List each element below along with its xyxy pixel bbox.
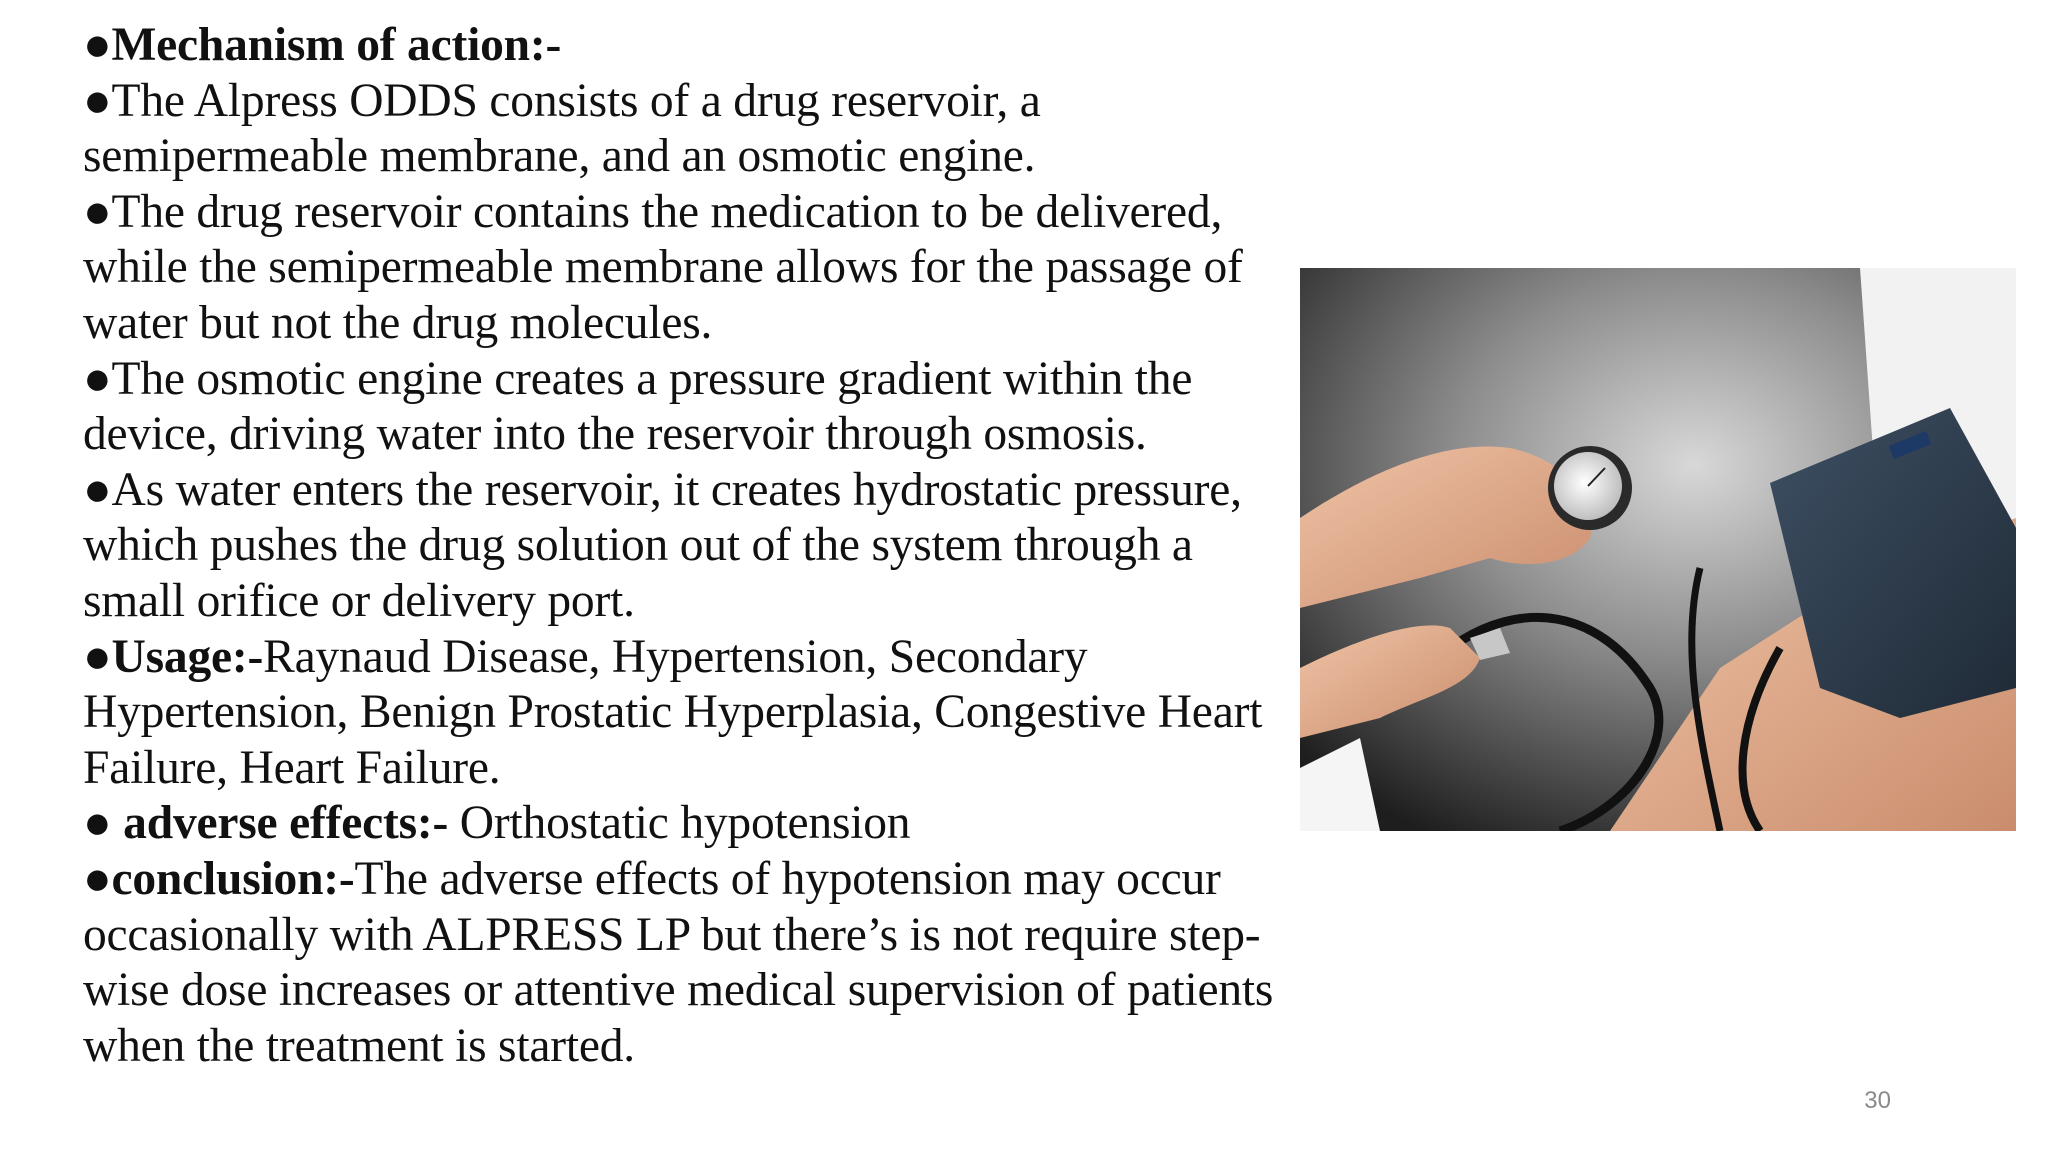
bullet-item-3: ●The osmotic engine creates a pressure gradient within the device, driving water into the reservoir through osmosis. [83, 352, 1193, 461]
mechanism-heading: ●Mechanism of action:- [83, 19, 562, 71]
bullet-glyph: ● [83, 352, 112, 405]
adverse-text: Orthostatic hypotension [448, 797, 911, 850]
bullet-glyph: ● [83, 74, 112, 127]
blood-pressure-photo [1300, 268, 2016, 831]
page-number: 30 [1864, 1087, 1891, 1114]
adverse-effects-item [83, 796, 1293, 852]
bullet-glyph: ● [83, 630, 112, 683]
bullet-glyph: ● [83, 19, 112, 71]
usage-text: Raynaud Disease, Hypertension, Secondary Hypertension, Benign Prostatic Hyperplasia, Congestive Heart Failure, Heart Failure. [83, 630, 1263, 794]
conclusion-item [83, 852, 1293, 1074]
bullet-glyph: ● [83, 463, 112, 516]
bullet-glyph: ● [83, 185, 112, 238]
conclusion-label: conclusion:- [111, 852, 355, 905]
conclusion-text: The adverse effects of hypotension may occur occasionally with ALPRESS LP but there’s is not require step-wise dose increases or attentive medical supervision of patients when the treatment is started. [83, 852, 1274, 1072]
adverse-label: adverse effects:- [111, 797, 449, 850]
bullet-glyph: ● [83, 797, 112, 850]
usage-label: Usage:- [111, 630, 264, 683]
blood-pressure-measurement-icon [1300, 268, 2016, 831]
bullet-glyph: ● [83, 852, 112, 905]
usage-item [83, 630, 1293, 797]
bullet-item-2: ●The drug reservoir contains the medication to be delivered, while the semipermeable membrane allows for the passage of water but not the drug molecules. [83, 185, 1243, 349]
bullet-item-4: ●As water enters the reservoir, it creates hydrostatic pressure, which pushes the drug solution out of the system through a small orifice or delivery port. [83, 463, 1242, 627]
bullet-item-1: ●The Alpress ODDS consists of a drug reservoir, a semipermeable membrane, and an osmotic engine. [83, 74, 1041, 183]
slide-text-block [83, 18, 1293, 1074]
